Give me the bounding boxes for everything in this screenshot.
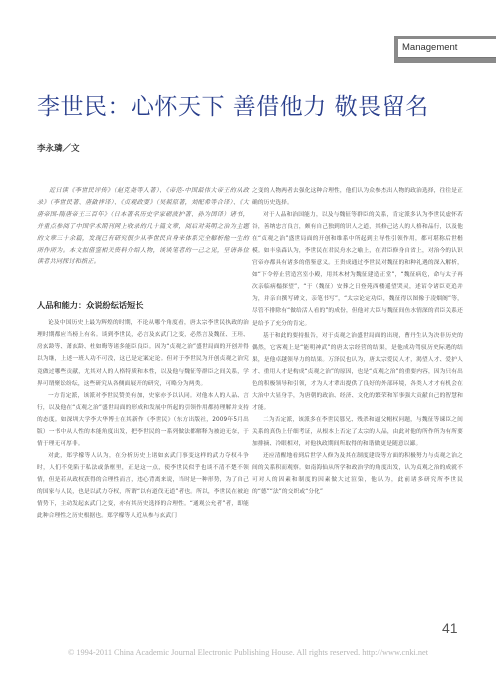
body-paragraph: 之变的人物两者去强化这种合理性，他们认为众参杰出人物的政治选择，往往是正确的历史选择。 xyxy=(252,188,463,207)
section-header-label: Management xyxy=(402,42,458,53)
article-title: 李世民：心怀天下 善借他力 敬畏留名 xyxy=(37,94,429,120)
body-paragraph: 二为否定派，该派多在李世民篡兄、残杀和逼父帽权问题，与魏征等谏臣之间关系的真伪上仔细考证，从根本上否定了太宗的人品，由此对他的所作所为有所要加排摘、冷眼相对，对他执政期间所取得的和谐做更是随意以鄙。 xyxy=(252,416,463,447)
left-column xyxy=(37,185,249,522)
body-paragraph: 论及中国历史上最为辉煌的时期，不论从哪个角度看，唐太宗李世民执政的治理时期都应当榜上有名。谈到李世民，必言及玄武门之变，必然言及魏征、王珪、房玄龄等、萧玄龄、杜如晦等诸多能臣良臣。因为“贞观之治”盛世局面的开创并得以为继，上述一班人功不可没，这已是定案定论。但对于李世民为开创贞观之治究竟做过哪些贡献，尤其对人的人格特质和本性，以及他与魏征等群臣之间关系，学界可谓聚讼纷纭，这些研究从各侧面展开的研究，可略分为两类。 xyxy=(37,320,249,387)
body-paragraph: 一方肯定派，该派对李世民赞美有加，史家亦予以认同。对他本人的人品、言行，以及他在“贞观之治”盛世局面的形成和发展中所起的引领作用都持理解并支持的态度。如深圳大学李大华博士在其新作《李世民》（东方出版社，2009年5月出版）一书中从人性的本能角度出发，把李世民的一系列做法都解释为被迫无奈，于情于理无可厚非。 xyxy=(37,392,249,447)
body-paragraph: 基于和此的要持报告，对于贞观之治盛世局面的出现，曹丹生认为决非历史的偶然，它客观上是“能明神武”的唐太宗经营的结果，是他成功驾驭历史际遇的结果，是他卓越领导力的结果。万泽民也认为，唐太宗爱民人才，渴望人才、爱护人才、重用人才是构成“贞观之治”的原因，也是“贞观之治”的重要内容，因为只有出色的积极领导和引领，才为人才辈出提供了良好的外部环境，各类人才才有机会在大治中大显身手，为唐朝的政治、经济、文化的繁荣和军事强大贡献自己的智慧和才能。 xyxy=(252,332,463,411)
article-author: 李永璘／文 xyxy=(37,144,80,154)
page-number: 41 xyxy=(442,620,458,636)
section-header-bar xyxy=(394,36,496,63)
body-paragraph: 还应清醒地看到后世学人修为及其在制度建设等方面的积极努力与贞观之治之间的关系积而观察。如南海仙从所学和政治学的角度出发，认为贞观之治的成就不可对人的因素和制度的因素做大过渲染，他认为，此前诸多研究所李世民的“德”“法”的交织或“分化” xyxy=(252,453,463,496)
body-paragraph: 对此，郑学檬等人认为，在分析历史上诸如玄武门事变这样的武力夺权斗争时，人们不免陷于私法或条框里，正是这一点，使李世民似乎也谈不清不楚不领情，但是若从政权获得的合理性而言，违心背离来说，当时是一种形势，为了自己的国家与人民，也是以武力夺权，所谓“以有道伐无道”者也。所以，李世民在被迫情势下，主动发起玄武门之变，亦有其历史选择的合理性。“通观公允者”者，即能此种合理性之历史根据也。郑学檬等人近从参与玄武门 xyxy=(37,452,249,520)
section-header-box xyxy=(398,39,496,57)
section-heading: 人品和能力：众说纷纭话短长 xyxy=(37,300,144,311)
header-rule xyxy=(398,57,496,58)
intro-paragraph: 近日读《李世民评传》（赵克尧等人著）、《帝范-中国最伟大帝王的从政录》（李世民著、唐啟祥译）、《贞观政要》（吴兢原著，刘配希等合译）、《大唐帝国-隋唐帝王三百年》（日本著名历史学家砺波护著、孙为国译）诸书，并重点参阅了中国学术期刊网上收录的几十篇文章，阅后对英明之治为主题的文章三十余篇，发现已有研究很少从李世民自身来体系完全解析他一生的所作所为。本文拟借鉴相关资料介绍人物，谈谈笔者的一己之见，呈请各位读者共同探讨和指正。 xyxy=(37,187,249,266)
right-column xyxy=(252,185,463,498)
body-paragraph: 对于人品和治国能力，以及与魏征等群臣的关系，肯定派多认为李世民虚怀若谷，善纳忠言良言，颇有自己独到的识人之道，其修己达人的人格和品行，以及他在“贞观之治”盛世局面的开创和维系中所起到主导性引领作用，都可堪称后世楷模。如丰泉森认为，李世民在君民舟水之喻上，在君臣修身自省上，对治今的认识官帝亦都具有诸多的借鉴意义。王贵成通过李世民对魏征的和种礼遇的深入解析，如“下令停止营造宫室小殿，用其木材为魏征建造正堂”，“魏征病危，命与太子再次亲临病榻探望”，“于（魏征）安葬之日登苑西楼遥望哭灵，述诏令诸臣吏追并为，并亲自撰写碑文，亲笔书写”，“太宗论定功臣，魏征得以图像于凌烟阁”等，尽管不排除有“做给活人看的”的成份，但他对大臣与魏征间鱼水情深的君臣关系还是给予了充分的肯定。 xyxy=(252,212,463,327)
copyright-footer: © 1994-2011 China Academic Journal Electronic Publishing House. All rights reserved. http://www.cnki.net xyxy=(67,648,429,657)
